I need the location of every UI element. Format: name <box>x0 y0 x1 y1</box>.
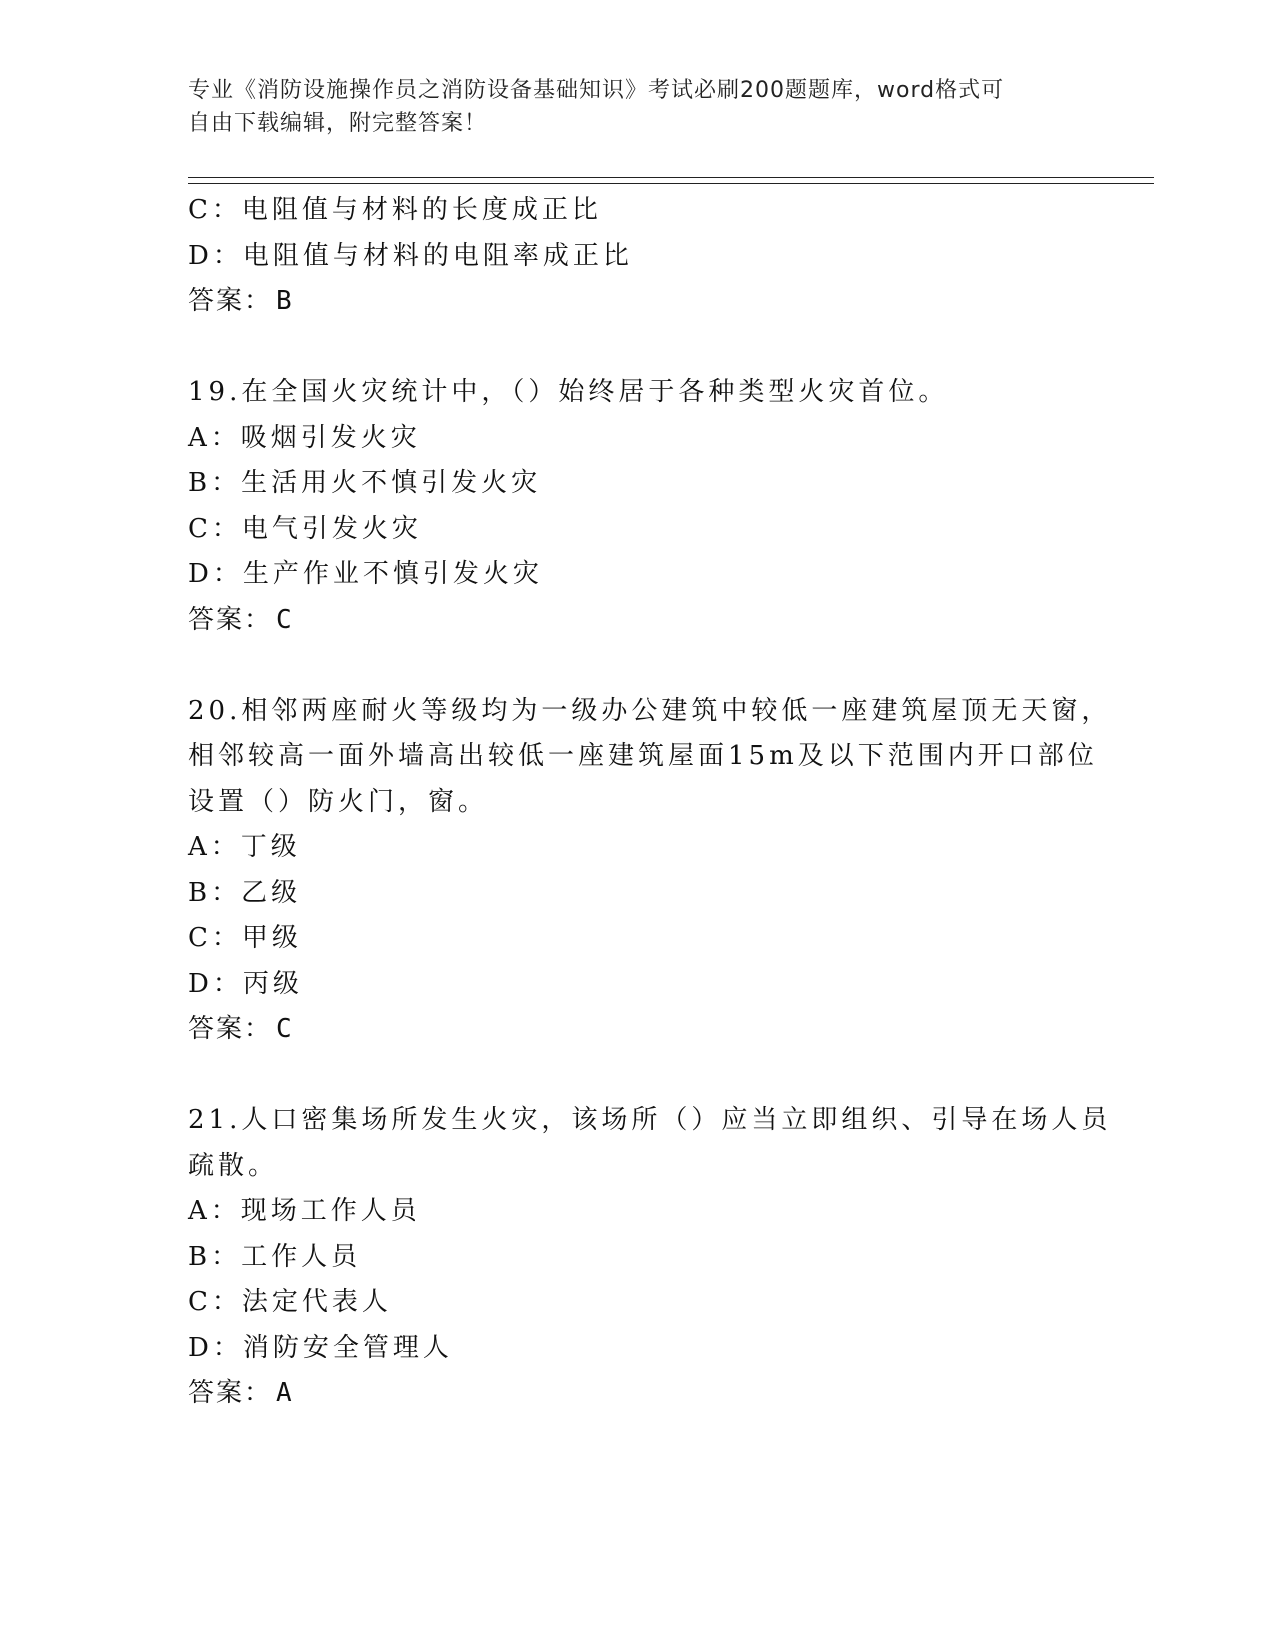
answer-label: 答案： <box>188 1014 273 1044</box>
answer-label: 答案： <box>188 286 273 316</box>
option-b: B：工作人员 <box>188 1241 362 1272</box>
answer-value: A <box>276 1378 294 1408</box>
option-c: C：电气引发火灾 <box>188 513 422 544</box>
option-a: A：现场工作人员 <box>188 1196 421 1226</box>
answer-value: C <box>276 604 294 635</box>
question-21 <box>188 1098 1112 1417</box>
question-stem-line-2: 相邻较高一面外墙高出较低一座建筑屋面15m及以下范围内开口部位 <box>188 741 1098 771</box>
option-a: A：吸烟引发火灾 <box>188 422 421 453</box>
answer-line <box>188 1371 1088 1417</box>
question-stem-line-1: 21.人口密集场所发生火灾，该场所（）应当立即组织、引导在场人员 <box>188 1105 1112 1135</box>
option-d: D：丙级 <box>188 968 303 999</box>
question-20 <box>188 689 1112 1053</box>
answer-line <box>188 598 1088 644</box>
answer-label: 答案： <box>188 1378 273 1408</box>
answer-line <box>188 1007 1088 1053</box>
header-divider-bottom <box>188 183 1154 184</box>
answer-value: B <box>276 286 294 316</box>
spacer <box>188 325 1088 371</box>
header-line-2: 自由下载编辑，附完整答案！ <box>188 111 488 136</box>
option-d: D：生产作业不慎引发火灾 <box>188 559 543 589</box>
question-19 <box>188 370 1088 643</box>
option-d: D：消防安全管理人 <box>188 1332 453 1363</box>
question-stem-line-1: 20.相邻两座耐火等级均为一级办公建筑中较低一座建筑屋顶无天窗， <box>188 695 1112 726</box>
option-c: C：法定代表人 <box>188 1287 392 1317</box>
spacer <box>188 1053 1088 1099</box>
question-list <box>188 188 1112 1417</box>
question-stem: 19.在全国火灾统计中，（）始终居于各种类型火灾首位。 <box>188 377 949 407</box>
option-d: D：电阻值与材料的电阻率成正比 <box>188 240 633 271</box>
question-stem-line-2: 疏散。 <box>188 1150 279 1181</box>
answer-line <box>188 279 1088 325</box>
option-b: B：生活用火不慎引发火灾 <box>188 468 542 498</box>
option-a: A：丁级 <box>188 832 301 862</box>
option-b: B：乙级 <box>188 877 302 908</box>
question-stem-line-3: 设置（）防火门，窗。 <box>188 786 489 817</box>
option-c: C：甲级 <box>188 923 302 953</box>
header-line-1: 专业《消防设施操作员之消防设备基础知识》考试必刷200题题库，word格式可 <box>188 78 1005 103</box>
answer-label: 答案： <box>188 604 273 635</box>
header-divider-top <box>188 177 1154 178</box>
document-header <box>188 74 1068 140</box>
option-c: C：电阻值与材料的长度成正比 <box>188 195 602 225</box>
spacer <box>188 643 1088 689</box>
answer-value: C <box>276 1014 294 1044</box>
question-18-tail <box>188 188 1088 325</box>
